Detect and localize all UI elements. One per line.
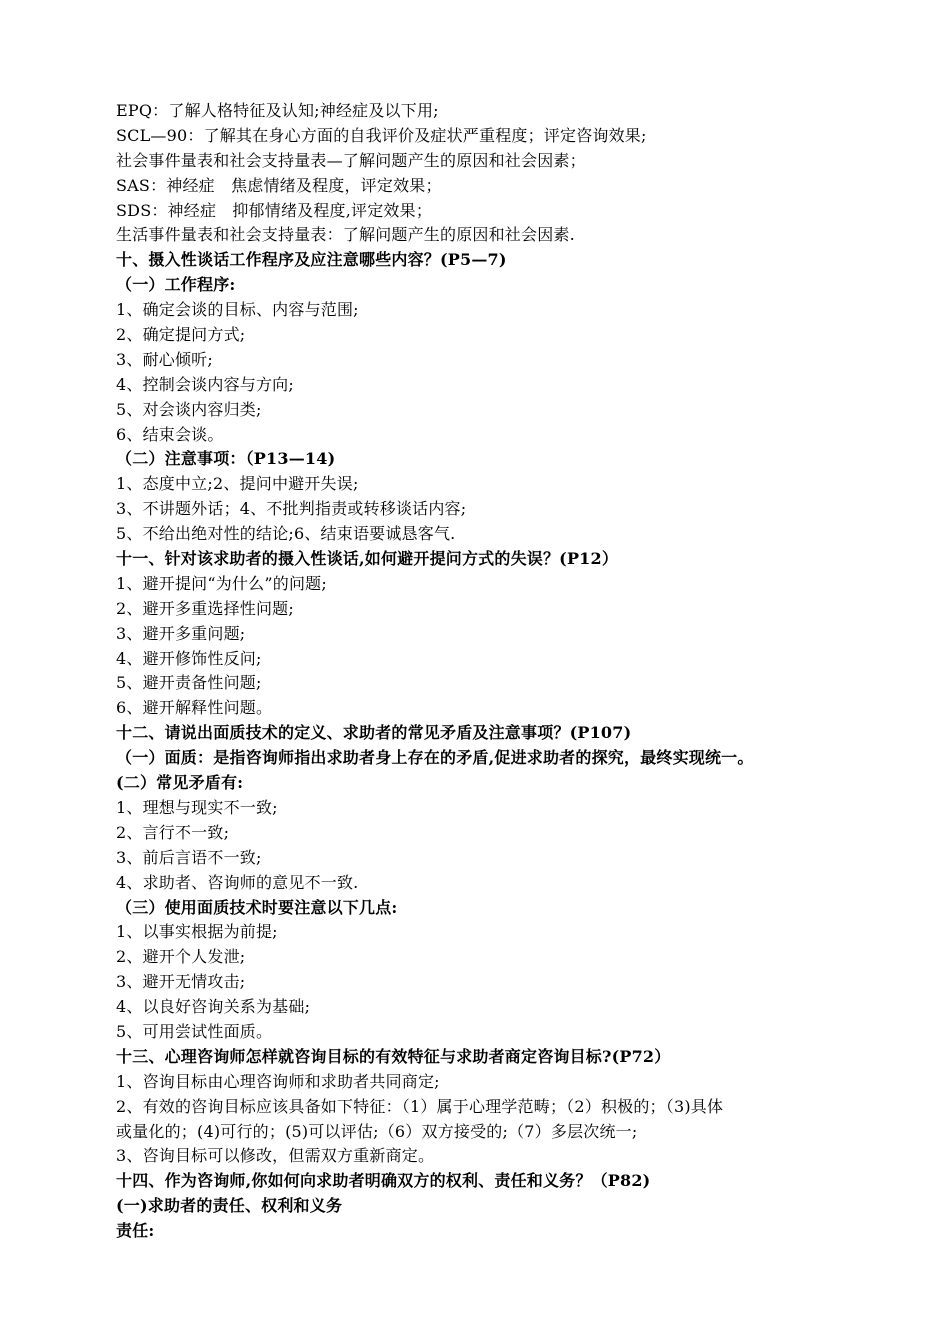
heading-line: 十三、心理咨询师怎样就咨询目标的有效特征与求助者商定咨询目标?(P72）: [116, 1046, 671, 1066]
heading-line: 十四、作为咨询师,你如何向求助者明确双方的权利、责任和义务？（P82): [116, 1171, 651, 1191]
text-line: 5、避开责备性问题;: [116, 673, 262, 693]
text-line: EPQ：了解人格特征及认知;神经症及以下用;: [116, 101, 439, 120]
text-line: 5、对会谈内容归类;: [116, 399, 262, 419]
text-line: 社会事件量表和社会支持量表—了解问题产生的原因和社会因素；: [116, 150, 586, 170]
heading-line: 十、摄入性谈话工作程序及应注意哪些内容？(P5—7): [116, 250, 507, 270]
text-line: 4、避开修饰性反问;: [116, 648, 262, 668]
heading-line: 责任:: [116, 1221, 155, 1241]
text-line: 5、可用尝试性面质。: [116, 1021, 273, 1041]
text-line: SAS：神经症 焦虑情绪及程度，评定效果；: [116, 175, 442, 195]
text-line: 3、避开多重问题;: [116, 623, 246, 643]
heading-line: （一）面质：是指咨询师指出求助者身上存在的矛盾,促进求助者的探究，最终实现统一。: [116, 748, 754, 768]
text-line: 2、避开多重选择性问题;: [116, 598, 294, 618]
text-line: 3、避开无情攻击;: [116, 972, 246, 992]
heading-line: (二）常见矛盾有:: [116, 773, 244, 793]
text-line: 3、前后言语不一致;: [116, 847, 262, 867]
text-line: 5、不给出绝对性的结论;6、结束语要诚恳客气.: [116, 524, 456, 544]
text-line: 6、结束会谈。: [116, 424, 224, 444]
text-line: 1、确定会谈的目标、内容与范围;: [116, 300, 359, 320]
heading-line: (一)求助者的责任、权利和义务: [116, 1196, 343, 1216]
text-line: 1、态度中立;2、提问中避开失误;: [116, 474, 359, 494]
heading-line: （二）注意事项：（P13—14): [116, 449, 336, 469]
heading-line: 十二、请说出面质技术的定义、求助者的常见矛盾及注意事项？(P107): [116, 723, 632, 743]
text-line: 或量化的；(4)可行的；(5)可以评估;（6）双方接受的;（7）多层次统一;: [116, 1121, 638, 1141]
text-line: 4、控制会谈内容与方向;: [116, 374, 294, 394]
text-line: 4、求助者、咨询师的意见不一致.: [116, 872, 359, 892]
text-line: 1、避开提问“为什么”的问题;: [116, 573, 327, 593]
text-line: 生活事件量表和社会支持量表：了解问题产生的原因和社会因素.: [116, 225, 575, 245]
text-line: 1、咨询目标由心理咨询师和求助者共同商定;: [116, 1071, 440, 1091]
text-line: 2、言行不一致;: [116, 822, 230, 842]
text-line: 2、有效的咨询目标应该具备如下特征：（1）属于心理学范畴；（2）积极的；（3)具体: [116, 1096, 724, 1116]
text-line: 2、避开个人发泄;: [116, 947, 246, 967]
document-body: [116, 99, 890, 1244]
text-line: 1、理想与现实不一致;: [116, 797, 278, 817]
text-line: 6、避开解释性问题。: [116, 698, 273, 718]
text-line: 2、确定提问方式;: [116, 325, 246, 345]
heading-line: 十一、针对该求助者的摄入性谈话,如何避开提问方式的失误？(P12）: [116, 549, 619, 569]
text-line: 3、咨询目标可以修改，但需双方重新商定。: [116, 1146, 435, 1166]
text-line: 1、以事实根据为前提;: [116, 922, 278, 942]
heading-line: （一）工作程序:: [116, 275, 236, 295]
text-line: 4、以良好咨询关系为基础;: [116, 997, 311, 1017]
text-line: 3、耐心倾听;: [116, 349, 213, 369]
heading-line: （三）使用面质技术时要注意以下几点:: [116, 897, 398, 917]
text-line: SCL—90：了解其在身心方面的自我评价及症状严重程度；评定咨询效果;: [116, 125, 647, 145]
text-line: SDS：神经症 抑郁情绪及程度,评定效果；: [116, 200, 433, 220]
text-line: 3、不讲题外话；4、不批判指责或转移谈话内容;: [116, 499, 467, 519]
